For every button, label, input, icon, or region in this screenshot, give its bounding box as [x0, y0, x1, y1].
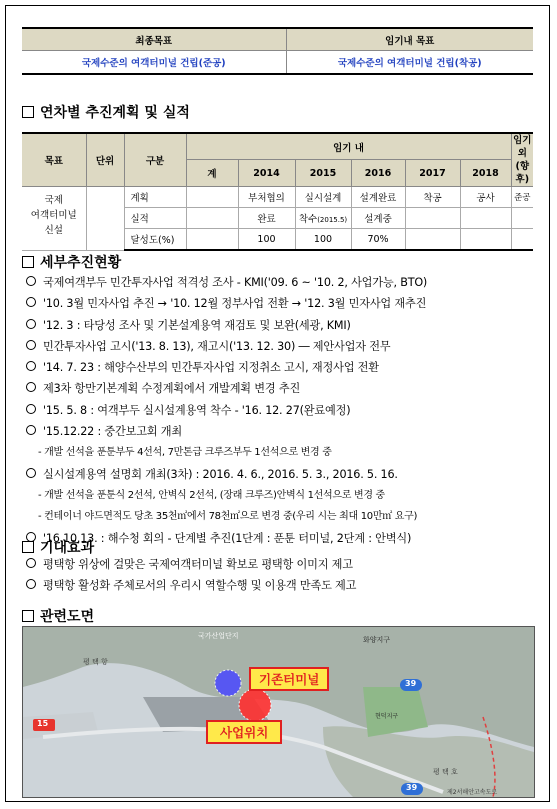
checkbox-square-icon [22, 256, 34, 268]
map-route-15: 15 [37, 719, 49, 728]
plan-year-total: 계 [186, 160, 238, 187]
section-title-effect: 기대효과 [22, 537, 94, 557]
list-item [26, 315, 546, 336]
plan-cell: 공사 [460, 187, 511, 208]
list-item [26, 554, 546, 575]
goal-table [22, 27, 533, 75]
plan-header-term: 임기 내 [186, 133, 511, 160]
circle-bullet-icon [26, 468, 36, 478]
map-place-hyeondeok: 현덕지구 [375, 713, 399, 720]
list-item [26, 442, 546, 463]
plan-row-label: 달성도(%) [124, 229, 186, 251]
map-route-39: 39 [405, 679, 417, 688]
plan-year-2016: 2016 [351, 160, 405, 187]
plan-cell: 70% [351, 229, 405, 251]
plan-row-label: 실적 [124, 208, 186, 229]
list-item-text: '10. 3월 민자사업 추진 → '10. 12월 정부사업 전환 → '12. 3월 민자사업 재추진 [43, 297, 427, 311]
map-place-lake: 평 택 호 [433, 768, 458, 776]
section-title-plan: 연차별 추진계획 및 실적 [22, 102, 190, 122]
list-item-text: '14. 7. 23 : 해양수산부의 민간투자사업 지정취소 고시, 재정사업 전환 [43, 361, 379, 375]
list-item-text: 실시설계용역 설명회 개최(3차) : 2016. 4. 6., 2016. 5. 3., 2016. 5. 16. [43, 467, 398, 481]
list-item [26, 400, 546, 421]
plan-cell: 완료 [238, 208, 295, 229]
list-item-text: '12. 3 : 타당성 조사 및 기본설계용역 재검토 및 보완(세광, KMI) [43, 318, 351, 332]
section-title-status: 세부추진현황 [22, 252, 121, 272]
list-item-text: 국제여객부두 민간투자사업 적격성 조사 - KMI('09. 6 ~ '10. 2, 사업가능, BTO) [43, 276, 428, 289]
list-item [26, 357, 546, 378]
circle-bullet-icon [26, 340, 36, 350]
plan-year-2014: 2014 [238, 160, 295, 187]
map-place-port: 평 택 항 [83, 658, 108, 666]
map-label-existing-terminal: 기존터미널 [249, 667, 329, 691]
circle-bullet-icon [26, 404, 36, 414]
plan-cell: 실시설계 [295, 187, 351, 208]
map-label-site: 사업위치 [206, 720, 282, 744]
section-title-map: 관련도면 [22, 606, 94, 626]
list-item-text: '16.10.13. : 해수청 회의 - 단계별 추진(1단계 : 푼툰 터미널, 2단계 : 안벽식) [43, 531, 412, 545]
goal-value-final: 국제수준의 여객터미널 건립(준공) [22, 51, 286, 75]
status-list [26, 272, 546, 549]
plan-table [22, 132, 533, 251]
plan-header-unit: 단위 [86, 133, 124, 187]
plan-cell [405, 208, 460, 229]
list-item [26, 506, 546, 527]
plan-cell: 착공 [405, 187, 460, 208]
plan-cell [405, 229, 460, 251]
circle-bullet-icon [26, 319, 36, 329]
plan-cell [511, 208, 533, 229]
site-marker [239, 689, 271, 721]
list-item-text: '15.12.22 : 중간보고회 개최 [43, 425, 182, 439]
list-item-text: - 컨테이너 야드면적도 당초 35천㎡에서 78천㎡으로 변경 중(우리 시는 최대 10만㎡ 요구) [38, 511, 418, 523]
related-map [22, 626, 535, 798]
plan-cell: 부처협의 [238, 187, 295, 208]
list-item-text: '15. 5. 8 : 여객부두 실시설계용역 착수 - '16. 12. 27(완료예정) [43, 403, 351, 417]
list-item [26, 272, 546, 293]
map-place-hwayang: 화양지구 [363, 636, 391, 644]
existing-terminal-marker [215, 670, 241, 696]
list-item-text: - 개발 선석을 푼툰부두 4선석, 7만톤급 크루즈부두 1선석으로 변경 중 [38, 447, 332, 459]
plan-header-goal: 목표 [22, 133, 86, 187]
list-item-text: 평택항 위상에 걸맞은 국제여객터미널 확보로 평택항 이미지 제고 [43, 558, 353, 571]
plan-row-label: 계획 [124, 187, 186, 208]
circle-bullet-icon [26, 297, 36, 307]
plan-unit-cell [86, 187, 124, 251]
list-item-text: - 개발 선석을 푼툰식 2선석, 안벽식 2선석, (장래 크루즈)안벽식 1선석으로 변경 중 [38, 489, 385, 501]
list-item-text: 제3차 항만기본계획 수정계획에서 개발계획 변경 추진 [43, 382, 301, 396]
circle-bullet-icon [26, 361, 36, 371]
map-route-39b: 39 [406, 783, 418, 792]
effect-list [26, 554, 546, 597]
checkbox-square-icon [22, 541, 34, 553]
goal-value-term: 국제수준의 여객터미널 건립(착공) [286, 51, 533, 75]
circle-bullet-icon [26, 382, 36, 392]
document-page [5, 5, 550, 802]
plan-cell: 설계중 [351, 208, 405, 229]
circle-bullet-icon [26, 276, 36, 286]
list-item [26, 378, 546, 399]
plan-cell: 착수(2015.5) [295, 208, 351, 229]
plan-goal-text: 국제 여객터미널 신설 [22, 187, 86, 251]
circle-bullet-icon [26, 579, 36, 589]
checkbox-square-icon [22, 610, 34, 622]
list-item-text: 평택항 활성화 주체로서의 우리시 역할수행 및 이용객 만족도 제고 [43, 579, 357, 593]
list-item-text: 민간투자사업 고시('13. 8. 13), 재고시('13. 12. 30) ― 제안사업자 전무 [43, 339, 391, 353]
plan-cell: 설계완료 [351, 187, 405, 208]
plan-cell [186, 229, 238, 251]
plan-cell [460, 208, 511, 229]
map-place-expressway: 제2서해안고속도로 [447, 789, 498, 796]
list-item [26, 464, 546, 485]
plan-year-2017: 2017 [405, 160, 460, 187]
list-item [26, 528, 546, 549]
plan-header-type: 구분 [124, 133, 186, 187]
plan-cell [186, 208, 238, 229]
circle-bullet-icon [26, 425, 36, 435]
plan-year-2018: 2018 [460, 160, 511, 187]
list-item [26, 336, 546, 357]
list-item [26, 485, 546, 506]
plan-cell [511, 229, 533, 251]
plan-cell [186, 187, 238, 208]
list-item [26, 575, 546, 596]
plan-note-2015: (2015.5) [317, 216, 348, 224]
list-item [26, 421, 546, 442]
checkbox-square-icon [22, 106, 34, 118]
list-item [26, 293, 546, 314]
plan-cell: 100 [295, 229, 351, 251]
circle-bullet-icon [26, 558, 36, 568]
plan-cell [460, 229, 511, 251]
goal-header-final: 최종목표 [22, 28, 286, 51]
plan-cell: 100 [238, 229, 295, 251]
goal-header-term: 임기내 목표 [286, 28, 533, 51]
map-place-industrial: 국가산업단지 [198, 632, 239, 640]
plan-year-2015: 2015 [295, 160, 351, 187]
plan-header-after: 임기외 (향후) [511, 133, 533, 187]
plan-cell: 준공 [511, 187, 533, 208]
